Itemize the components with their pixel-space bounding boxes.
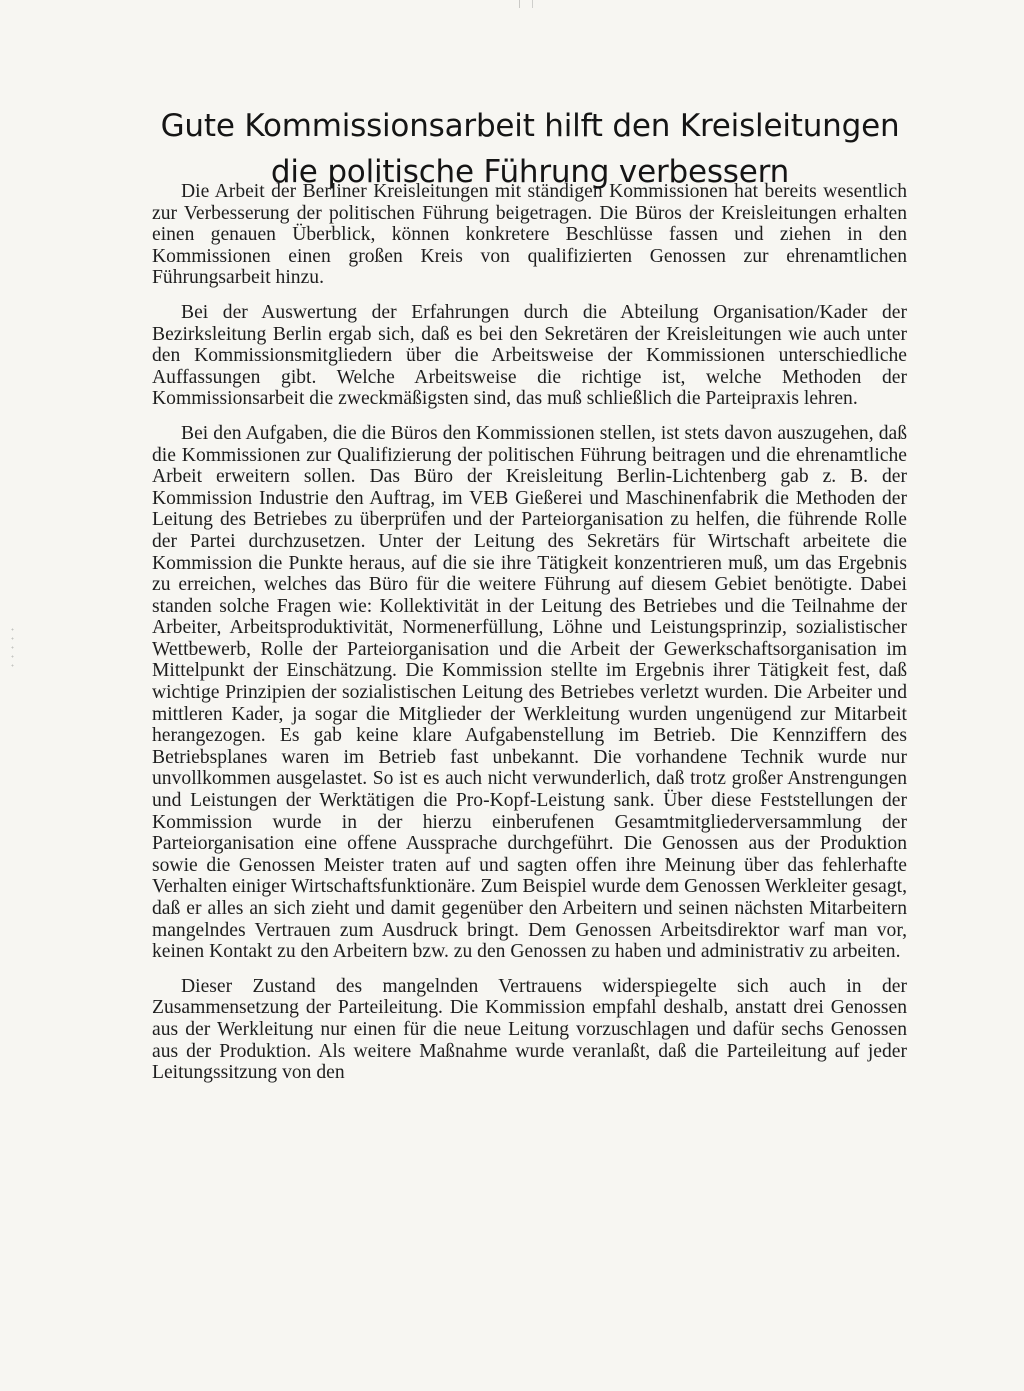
paragraph-2: Bei der Auswertung der Erfahrungen durch die Abteilung Organisation/​Kader der Bezirksleitung Berlin ergab sich, daß es bei den Sekretären der Kreisleitungen wie auch unter den Kommissionsmitgliedern über die Arbeitsweise der Kommissionen unterschiedliche Auffassungen gibt. Welche Arbeitsweise die richtige ist, welche Methoden der Kommissionsarbeit die zweckmäßigsten sind, das muß schließlich die Parteipraxis lehren. <box>152 301 907 410</box>
scan-artifact-left-edge <box>10 625 15 670</box>
scan-artifact-top <box>519 0 533 8</box>
paragraph-4: Dieser Zustand des mangelnden Vertrauens widerspiegelte sich auch in der Zusammensetzung der Parteileitung. Die Kommission empfahl deshalb, anstatt drei Genossen aus der Werkleitung nur einen für die neue Leitung vorzuschlagen und dafür sechs Genossen aus der Produktion. Als weitere Maßnahme wurde veranlaßt, daß die Parteileitung auf jeder Leitungssitzung von den <box>152 975 907 1084</box>
title-line-2: die politische Führung verbessern <box>270 153 790 190</box>
article-body <box>152 181 907 1084</box>
title-line-1: Gute Kommissionsarbeit hilft den Kreisleitungen <box>160 107 900 144</box>
paragraph-1: Die Arbeit der Berliner Kreisleitungen mit ständigen Kommissionen hat bereits wesentlich zur Verbesserung der politischen Führung beigetragen. Die Büros der Kreisleitungen erhalten einen genauen Überblick, können konkretere Beschlüsse fassen und ziehen in den Kommissionen einen großen Kreis von qualifizierten Genossen zur ehrenamtlichen Führungsarbeit hinzu. <box>152 181 907 289</box>
paragraph-3: Bei den Aufgaben, die die Büros den Kommissionen stellen, ist stets davon auszugehen, daß die Kommissionen zur Qualifizierung der politischen Führung beitragen und die ehrenamtliche Arbeit erweitern sollen. Das Büro der Kreisleitung Berlin-Lichtenberg gab z. B. der Kommission Industrie den Auftrag, im VEB Gießerei und Maschinenfabrik die Methoden der Leitung des Betriebes zu überprüfen und der Parteiorganisation zu helfen, die führende Rolle der Partei durchzusetzen. Unter der Leitung des Sekretärs für Wirtschaft arbeitete die Kommission die Punkte heraus, auf die sie ihre Tätigkeit konzentrieren muß, um das Ergebnis zu erreichen, welches das Büro für die weitere Führung auf diesem Gebiet benötigte. Dabei standen solche Fragen wie: Kollektivität in der Leitung des Betriebes und die Teilnahme der Arbeiter, Arbeitsproduktivität, Normenerfüllung, Löhne und Leistungsprinzip, sozialistischer Wettbewerb, Rolle der Parteiorganisation und die Arbeit der Gewerkschaftsorganisation im Mittelpunkt der Einschätzung. Die Kommission stellte im Ergebnis ihrer Tätigkeit fest, daß wichtige Prinzipien der sozialistischen Leitung des Betriebes verletzt wurden. Die Arbeiter und mittleren Kader, ja sogar die Mitglieder der Werkleitung wurden ungenügend zur Mitarbeit herangezogen. Es gab keine klare Aufgabenstellung im Betrieb. Die Kennziffern des Betriebsplanes waren im Betrieb fast unbekannt. Die vorhandene Technik wurde nur unvollkommen ausgelastet. So ist es auch nicht verwunderlich, daß trotz großer Anstrengungen und Leistungen der Werktätigen die Pro-Kopf-Leistung sank. Über diese Feststellungen der Kommission wurde in der hierzu einberufenen Gesamtmitgliederversammlung der Parteiorganisation eine offene Aussprache durchgeführt. Die Genossen aus der Produktion sowie die Genossen Meister traten auf und sagten offen ihre Meinung über das fehlerhafte Verhalten einiger Wirtschaftsfunktionäre. Zum Beispiel wurde dem Genossen Werkleiter gesagt, daß er alles an sich zieht und damit gegenüber den Arbeitern und seinen nächsten Mitarbeitern mangelndes Vertrauen zum Ausdruck bringt. Dem Genossen Arbeitsdirektor warf man vor, keinen Kontakt zu den Arbeitern bzw. zu den Genossen zu haben und administrativ zu arbeiten. <box>152 422 907 963</box>
